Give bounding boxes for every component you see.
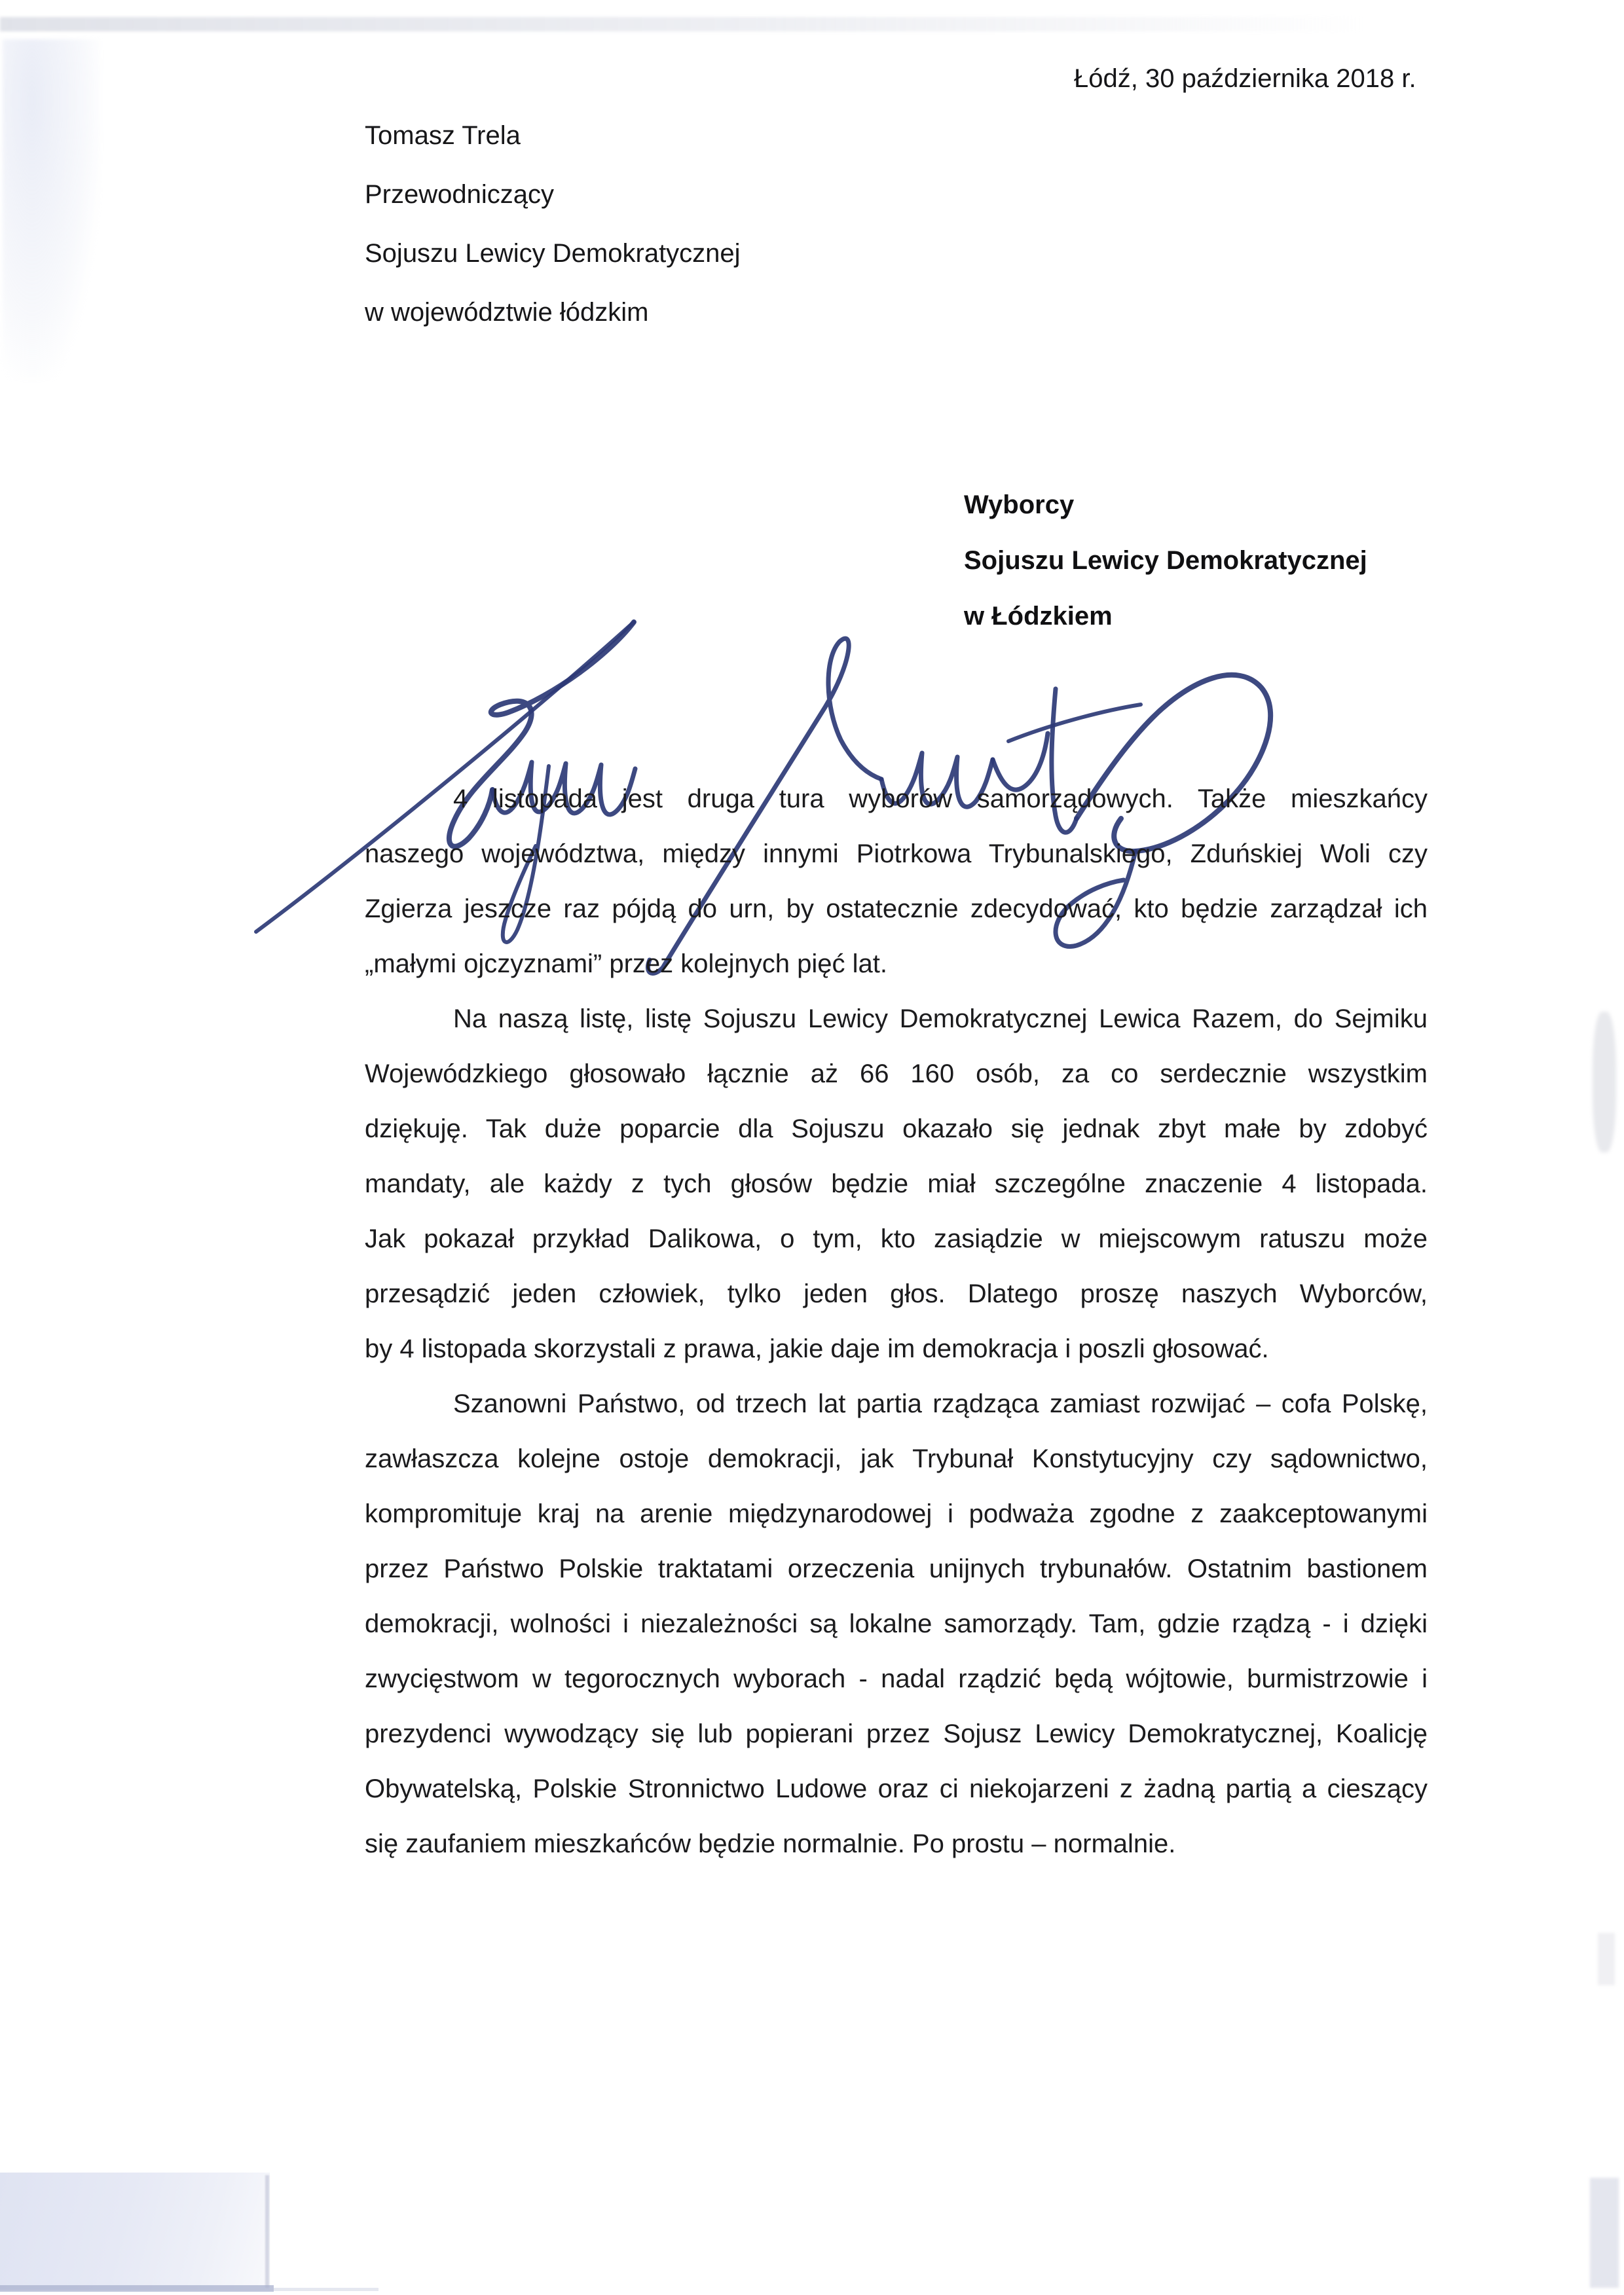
scan-artifact-bottom-edge-faint	[274, 2288, 378, 2291]
paragraph	[365, 991, 1428, 1376]
recipient-line: Wyborcy	[964, 490, 1075, 519]
body-line: naszego województwa, między innymi Piotrkowa Trybunalskiego, Zduńskiej Woli czy	[365, 839, 1428, 868]
sender-region: w województwie łódzkim	[365, 298, 649, 327]
scan-artifact-vertical-line	[265, 2175, 269, 2288]
dateline: Łódź, 30 października 2018 r.	[1074, 64, 1416, 93]
body-line: „małymi ojczyznami” przez kolejnych pięć lat.	[365, 949, 888, 978]
sender-block	[365, 106, 741, 342]
scan-artifact-bottom-left-band	[0, 2173, 270, 2290]
body-line: prezydenci wywodzący się lub popierani przez Sojusz Lewicy Demokratycznej, Koalicję	[365, 1719, 1428, 1748]
recipient-line: Sojuszu Lewicy Demokratycznej	[964, 546, 1367, 575]
scan-artifact-right-smudge-2	[1590, 2178, 1619, 2288]
body-line: zwycięstwom w tegorocznych wyborach - nadal rządzić będą wójtowie, burmistrzowie i	[365, 1664, 1428, 1693]
scan-artifact-bottom-edge	[0, 2285, 274, 2292]
body-line: Wojewódzkiego głosowało łącznie aż 66 160 osób, za co serdecznie wszystkim	[365, 1059, 1428, 1088]
paragraph	[365, 771, 1428, 991]
body-line: przesądzić jeden człowiek, tylko jeden głos. Dlatego proszę naszych Wyborców,	[365, 1279, 1428, 1308]
body-line: kompromituje kraj na arenie międzynarodowej i podważa zgodne z zaakceptowanymi	[365, 1499, 1428, 1528]
scan-artifact-right-smudge-1	[1593, 1012, 1616, 1152]
body-line: 4 listopada jest druga tura wyborów samorządowych. Także mieszkańcy	[453, 784, 1428, 813]
sender-name: Tomasz Trela	[365, 121, 521, 150]
recipient-line: w Łódzkiem	[964, 602, 1113, 631]
scan-artifact-top-band	[0, 17, 1365, 31]
body-line: Zgierza jeszcze raz pójdą do urn, by ostatecznie zdecydować, kto będzie zarządzał ich	[365, 894, 1428, 923]
recipient-block	[964, 477, 1367, 644]
body-line: Jak pokazał przykład Dalikowa, o tym, kto zasiądzie w miejscowym ratuszu może	[365, 1224, 1428, 1253]
body-line: się zaufaniem mieszkańców będzie normalnie. Po prostu – normalnie.	[365, 1829, 1176, 1858]
body-line: przez Państwo Polskie traktatami orzeczenia unijnych trybunałów. Ostatnim bastionem	[365, 1554, 1428, 1583]
scan-artifact-right-smudge-3	[1598, 1933, 1615, 1985]
body-line: zawłaszcza kolejne ostoje demokracji, jak Trybunał Konstytucyjny czy sądownictwo,	[365, 1444, 1428, 1473]
body-line: Obywatelską, Polskie Stronnictwo Ludowe oraz ci niekojarzeni z żadną partią a cieszący	[365, 1774, 1428, 1803]
letter-body	[365, 771, 1428, 1871]
sender-organization: Sojuszu Lewicy Demokratycznej	[365, 239, 741, 268]
body-line: by 4 listopada skorzystali z prawa, jakie daje im demokracja i poszli głosować.	[365, 1334, 1269, 1363]
body-line: Szanowni Państwo, od trzech lat partia rządząca zamiast rozwijać – cofa Polskę,	[453, 1389, 1428, 1418]
body-line: Na naszą listę, listę Sojuszu Lewicy Demokratycznej Lewica Razem, do Sejmiku	[453, 1004, 1428, 1033]
paragraph	[365, 1376, 1428, 1871]
body-line: demokracji, wolności i niezależności są lokalne samorządy. Tam, gdzie rządzą - i dzięki	[365, 1609, 1428, 1638]
scan-artifact-top-left-smudge	[3, 39, 101, 380]
body-line: dziękuję. Tak duże poparcie dla Sojuszu okazało się jednak zbyt małe by zdobyć	[365, 1114, 1428, 1143]
body-line: mandaty, ale każdy z tych głosów będzie miał szczególne znaczenie 4 listopada.	[365, 1169, 1428, 1198]
sender-title: Przewodniczący	[365, 180, 555, 209]
